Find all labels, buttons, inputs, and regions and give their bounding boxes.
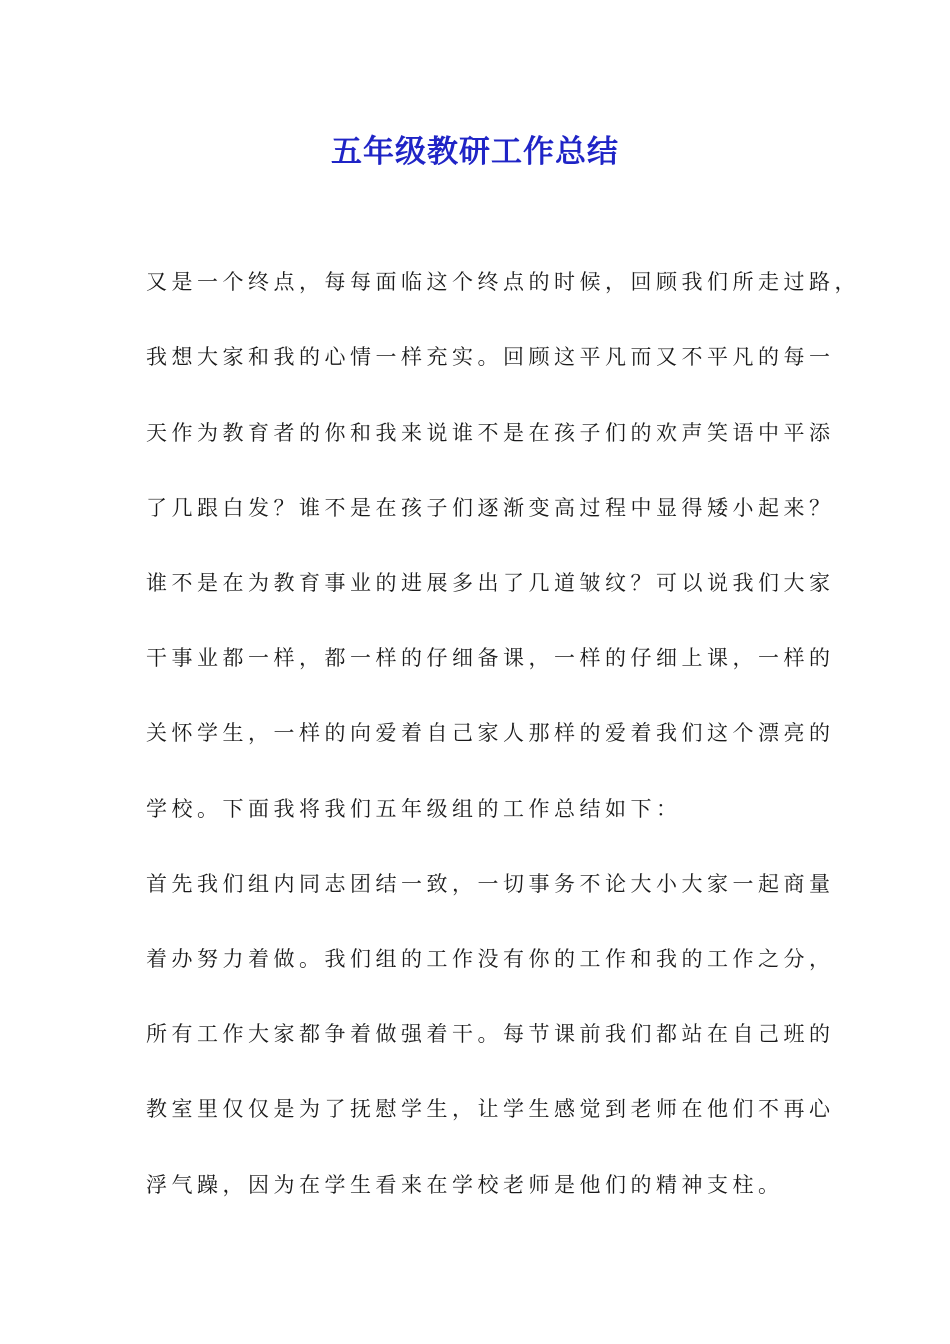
text-line: 我想大家和我的心情一样充实。回顾这平凡而又不平凡的每一	[146, 345, 835, 369]
text-line: 天作为教育者的你和我来说谁不是在孩子们的欢声笑语中平添	[146, 421, 835, 445]
text-line: 关怀学生，一样的向爱着自己家人那样的爱着我们这个漂亮的	[146, 721, 835, 745]
text-line: 着办努力着做。我们组的工作没有你的工作和我的工作之分，	[146, 947, 835, 971]
page-title: 五年级教研工作总结	[331, 134, 619, 170]
text-line: 谁不是在为教育事业的进展多出了几道皱纹？可以说我们大家	[146, 571, 835, 595]
text-line: 了几跟白发？谁不是在孩子们逐渐变高过程中显得矮小起来？	[146, 496, 835, 520]
text-line: 首先我们组内同志团结一致，一切事务不论大小大家一起商量	[146, 872, 835, 896]
text-line: 教室里仅仅是为了抚慰学生，让学生感觉到老师在他们不再心	[146, 1097, 835, 1121]
text-line: 干事业都一样，都一样的仔细备课，一样的仔细上课，一样的	[146, 646, 835, 670]
text-line: 浮气躁，因为在学生看来在学校老师是他们的精神支柱。	[146, 1173, 784, 1197]
text-line: 所有工作大家都争着做强着干。每节课前我们都站在自己班的	[146, 1022, 835, 1046]
text-line: 又是一个终点，每每面临这个终点的时候，回顾我们所走过路，	[146, 270, 860, 294]
text-line: 学校。下面我将我们五年级组的工作总结如下：	[146, 797, 682, 821]
